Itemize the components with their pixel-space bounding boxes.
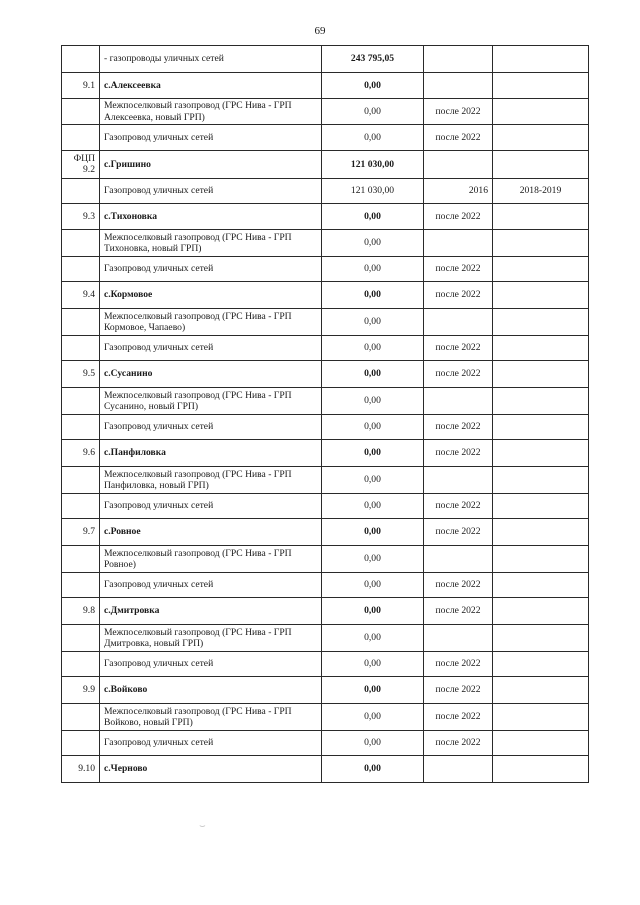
cell-cost: 0,00: [322, 99, 424, 125]
cell-year-end: [493, 519, 589, 546]
cell-year-start: после 2022: [424, 573, 493, 598]
cell-year-end: [493, 204, 589, 230]
cell-cost: 0,00: [322, 73, 424, 99]
cell-year-start: после 2022: [424, 204, 493, 230]
cell-number: [62, 230, 100, 257]
table-row: [62, 704, 589, 731]
cell-number: [62, 388, 100, 415]
cell-cost: 0,00: [322, 494, 424, 519]
table-row: [62, 336, 589, 361]
cell-cost: 0,00: [322, 677, 424, 704]
cell-name: Газопровод уличных сетей: [100, 179, 322, 204]
cell-name: Межпоселковый газопровод (ГРС Нива - ГРП Кормовое, Чапаево): [100, 309, 322, 336]
cell-year-start: после 2022: [424, 677, 493, 704]
cell-cost: 243 795,05: [322, 46, 424, 73]
cell-number: [62, 494, 100, 519]
cell-name: Газопровод уличных сетей: [100, 415, 322, 440]
cell-name: Газопровод уличных сетей: [100, 652, 322, 677]
cell-name: Газопровод уличных сетей: [100, 731, 322, 756]
cell-year-start: [424, 625, 493, 652]
cell-year-end: [493, 336, 589, 361]
cell-name: Межпоселковый газопровод (ГРС Нива - ГРП Панфиловка, новый ГРП): [100, 467, 322, 494]
cell-cost: 0,00: [322, 336, 424, 361]
table-row-section: [62, 73, 589, 99]
table-row-section: [62, 519, 589, 546]
cell-year-start: после 2022: [424, 731, 493, 756]
cell-number: 9.1: [62, 73, 100, 99]
page-number: 69: [314, 25, 326, 37]
cell-year-end: [493, 73, 589, 99]
cell-number: 9.7: [62, 519, 100, 546]
cell-number: [62, 309, 100, 336]
cell-year-start: после 2022: [424, 494, 493, 519]
cell-year-end: [493, 677, 589, 704]
cell-cost: 0,00: [322, 440, 424, 467]
cell-number: [62, 704, 100, 731]
cell-cost: 0,00: [322, 573, 424, 598]
cell-year-end: [493, 257, 589, 282]
table-row: [62, 415, 589, 440]
cell-year-end: [493, 361, 589, 388]
cell-year-start: [424, 151, 493, 179]
cell-cost: 0,00: [322, 625, 424, 652]
cell-name: Межпоселковый газопровод (ГРС Нива - ГРП Ровное): [100, 546, 322, 573]
cell-cost: 0,00: [322, 704, 424, 731]
cell-number: [62, 546, 100, 573]
cell-year-end: [493, 494, 589, 519]
table-row: [62, 467, 589, 494]
cell-number: [62, 46, 100, 73]
cell-name: Газопровод уличных сетей: [100, 494, 322, 519]
cell-cost: 121 030,00: [322, 179, 424, 204]
cell-year-start: после 2022: [424, 257, 493, 282]
table-row: [62, 494, 589, 519]
cell-number: [62, 652, 100, 677]
cell-name: Газопровод уличных сетей: [100, 125, 322, 151]
table-row: [62, 388, 589, 415]
table-row: [62, 125, 589, 151]
table-row-section: [62, 361, 589, 388]
cell-year-start: после 2022: [424, 440, 493, 467]
cell-cost: 0,00: [322, 361, 424, 388]
cell-number: 9.9: [62, 677, 100, 704]
cell-cost: 0,00: [322, 598, 424, 625]
cell-year-end: [493, 756, 589, 783]
cell-year-start: после 2022: [424, 652, 493, 677]
table-row: [62, 625, 589, 652]
cell-year-end: [493, 99, 589, 125]
cell-year-start: после 2022: [424, 125, 493, 151]
cell-number: [62, 99, 100, 125]
cell-year-end: [493, 625, 589, 652]
cell-year-start: [424, 309, 493, 336]
cell-cost: 0,00: [322, 467, 424, 494]
cell-number: ФЦП 9.2: [62, 151, 100, 179]
cell-name: с.Черново: [100, 756, 322, 783]
cell-name: Межпоселковый газопровод (ГРС Нива - ГРП Алексеевка, новый ГРП): [100, 99, 322, 125]
table-row-section: [62, 204, 589, 230]
table-row-section: [62, 151, 589, 179]
cell-year-end: [493, 704, 589, 731]
cell-name: с.Войково: [100, 677, 322, 704]
cell-cost: 0,00: [322, 731, 424, 756]
cell-cost: 0,00: [322, 257, 424, 282]
cell-year-start: [424, 230, 493, 257]
cell-year-end: [493, 388, 589, 415]
cell-cost: 0,00: [322, 204, 424, 230]
cell-cost: 0,00: [322, 415, 424, 440]
cell-number: 9.8: [62, 598, 100, 625]
cell-year-start: [424, 46, 493, 73]
table-row: [62, 99, 589, 125]
table-row-section: [62, 677, 589, 704]
cell-year-start: 2016: [424, 179, 493, 204]
cell-year-end: [493, 309, 589, 336]
cell-number: 9.5: [62, 361, 100, 388]
cell-year-start: после 2022: [424, 598, 493, 625]
scan-mark: ‿: [200, 821, 205, 827]
cell-year-start: [424, 388, 493, 415]
cell-number: [62, 467, 100, 494]
cell-name: с.Гришино: [100, 151, 322, 179]
table-row: [62, 257, 589, 282]
table-row-section: [62, 756, 589, 783]
cell-name: с.Алексеевка: [100, 73, 322, 99]
cell-cost: 0,00: [322, 388, 424, 415]
table-row: [62, 652, 589, 677]
cell-year-end: [493, 573, 589, 598]
cell-year-end: [493, 46, 589, 73]
cell-cost: 0,00: [322, 230, 424, 257]
cell-year-end: [493, 440, 589, 467]
cell-year-start: после 2022: [424, 361, 493, 388]
cell-number: [62, 179, 100, 204]
cell-cost: 0,00: [322, 756, 424, 783]
cell-number: 9.3: [62, 204, 100, 230]
cell-name: с.Ровное: [100, 519, 322, 546]
cell-year-end: [493, 598, 589, 625]
cell-number: [62, 125, 100, 151]
cell-number: [62, 257, 100, 282]
cell-year-end: [493, 282, 589, 309]
table-row: [62, 46, 589, 73]
cell-cost: 0,00: [322, 546, 424, 573]
cell-cost: 0,00: [322, 652, 424, 677]
table-row: [62, 179, 589, 204]
cell-name: Газопровод уличных сетей: [100, 573, 322, 598]
cell-year-end: [493, 151, 589, 179]
cell-year-start: после 2022: [424, 282, 493, 309]
cell-year-start: после 2022: [424, 336, 493, 361]
cell-cost: 121 030,00: [322, 151, 424, 179]
table-row: [62, 230, 589, 257]
cell-name: Межпоселковый газопровод (ГРС Нива - ГРП Дмитровка, новый ГРП): [100, 625, 322, 652]
cell-year-start: после 2022: [424, 704, 493, 731]
cell-number: [62, 415, 100, 440]
cell-name: - газопроводы уличных сетей: [100, 46, 322, 73]
cell-year-end: [493, 731, 589, 756]
cell-year-start: [424, 756, 493, 783]
cell-year-end: [493, 546, 589, 573]
cell-name: с.Кормовое: [100, 282, 322, 309]
cell-number: 9.6: [62, 440, 100, 467]
cell-name: Межпоселковый газопровод (ГРС Нива - ГРП Войково, новый ГРП): [100, 704, 322, 731]
cell-year-start: [424, 73, 493, 99]
table-row-section: [62, 440, 589, 467]
cell-number: 9.4: [62, 282, 100, 309]
cell-year-start: после 2022: [424, 519, 493, 546]
table-row: [62, 546, 589, 573]
table-row: [62, 309, 589, 336]
cell-year-start: [424, 546, 493, 573]
table-row-section: [62, 282, 589, 309]
cell-number: [62, 625, 100, 652]
cell-name: Газопровод уличных сетей: [100, 257, 322, 282]
cell-name: с.Панфиловка: [100, 440, 322, 467]
cell-year-end: [493, 230, 589, 257]
cell-number: 9.10: [62, 756, 100, 783]
cell-year-end: 2018-2019: [493, 179, 589, 204]
cell-cost: 0,00: [322, 282, 424, 309]
cell-cost: 0,00: [322, 519, 424, 546]
cell-cost: 0,00: [322, 125, 424, 151]
table-row: [62, 573, 589, 598]
cell-year-end: [493, 125, 589, 151]
cell-cost: 0,00: [322, 309, 424, 336]
cell-year-start: [424, 467, 493, 494]
cell-year-start: после 2022: [424, 99, 493, 125]
cell-name: Межпоселковый газопровод (ГРС Нива - ГРП Тихоновка, новый ГРП): [100, 230, 322, 257]
cell-name: Межпоселковый газопровод (ГРС Нива - ГРП Сусанино, новый ГРП): [100, 388, 322, 415]
cell-name: Газопровод уличных сетей: [100, 336, 322, 361]
table-body: [62, 46, 589, 783]
table-row-section: [62, 598, 589, 625]
cell-number: [62, 731, 100, 756]
table-row: [62, 731, 589, 756]
gas-pipeline-table: [61, 45, 589, 783]
cell-name: с.Тихоновка: [100, 204, 322, 230]
cell-year-end: [493, 415, 589, 440]
cell-year-start: после 2022: [424, 415, 493, 440]
cell-year-end: [493, 652, 589, 677]
cell-year-end: [493, 467, 589, 494]
cell-name: с.Сусанино: [100, 361, 322, 388]
cell-number: [62, 573, 100, 598]
cell-name: с.Дмитровка: [100, 598, 322, 625]
cell-number: [62, 336, 100, 361]
